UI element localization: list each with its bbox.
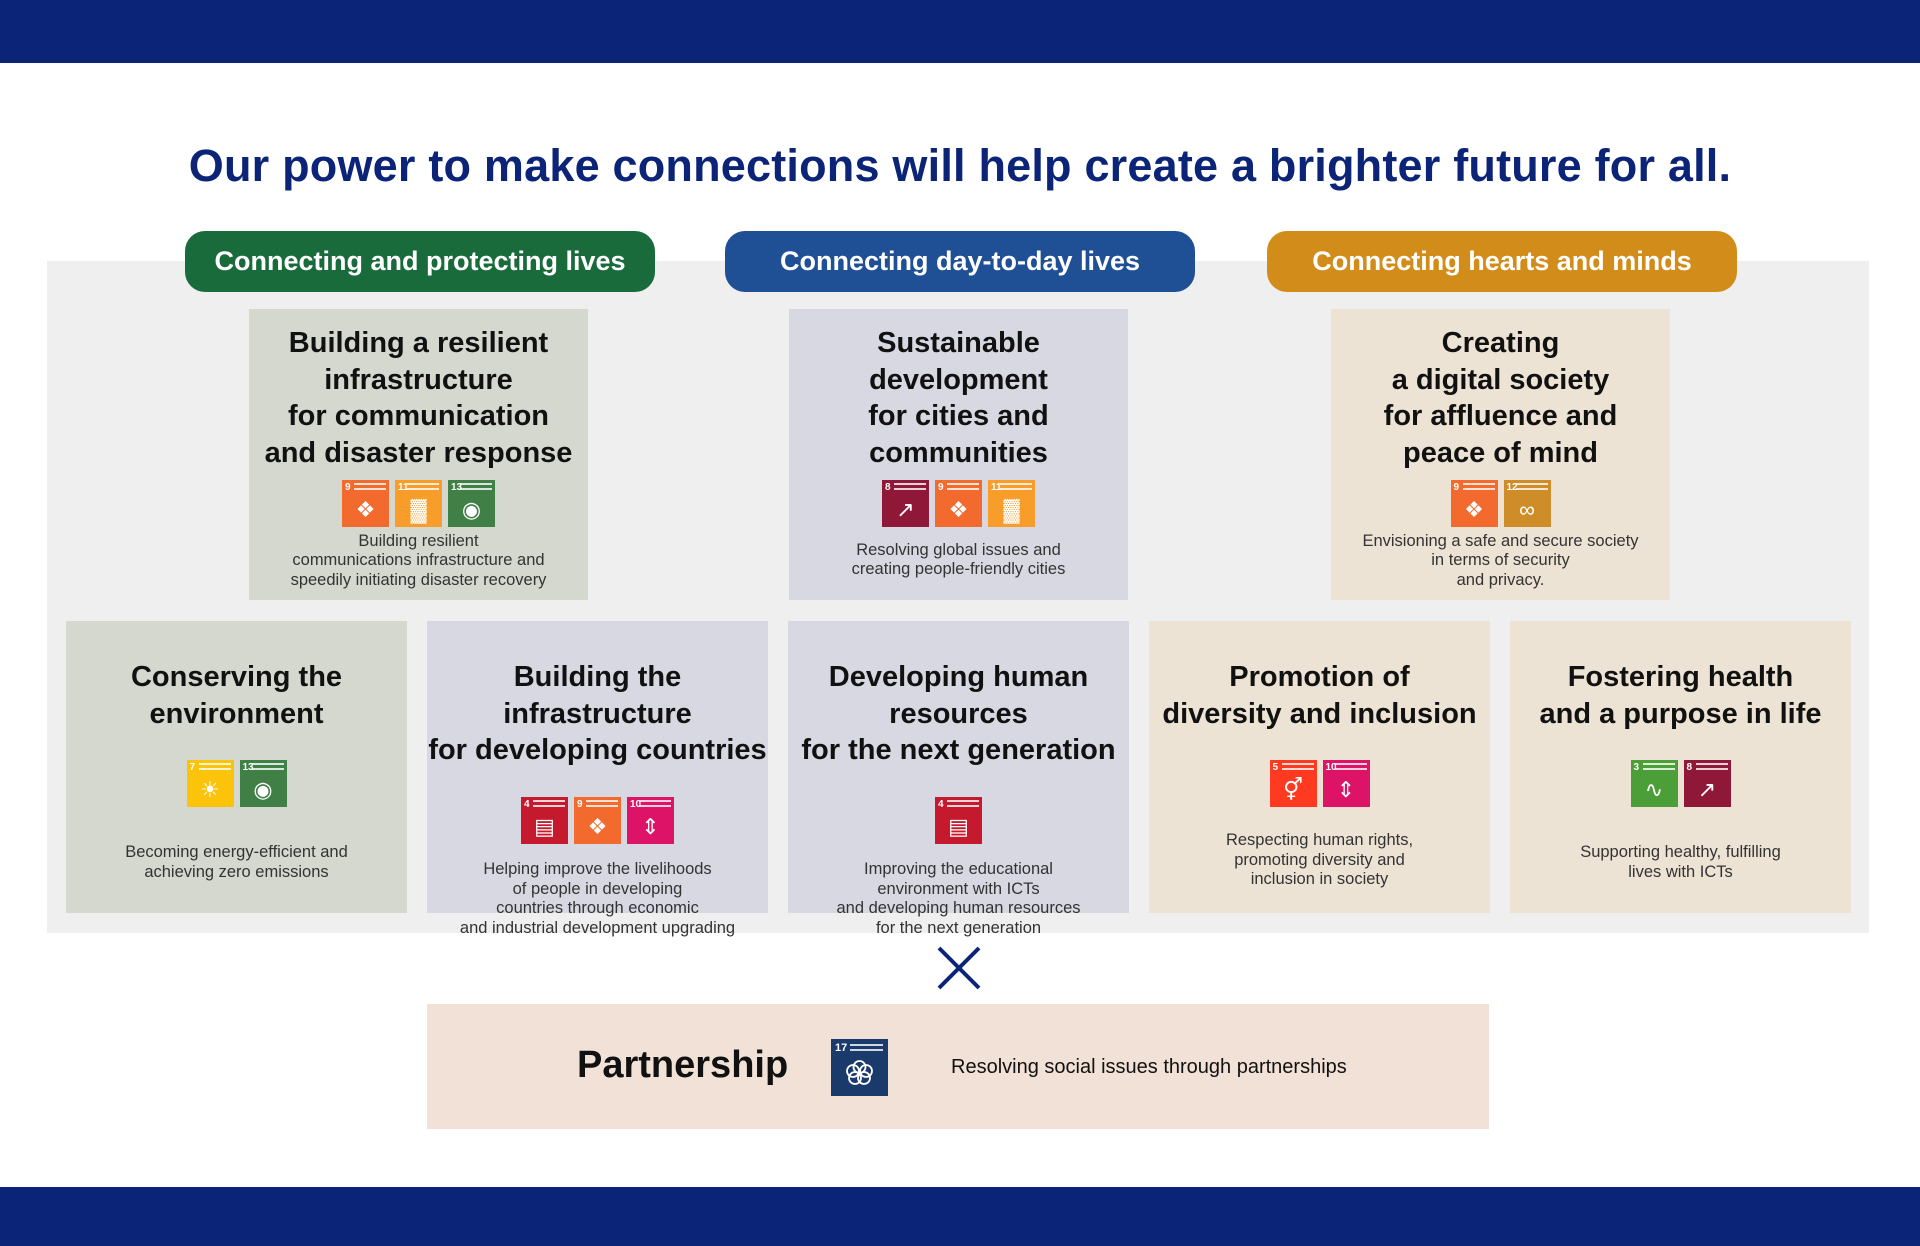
card-title-line: development — [869, 363, 1048, 396]
growth-chart-icon: ↗ — [896, 496, 915, 522]
card-title-line: Conserving the — [130, 661, 343, 693]
sdg-icons — [1510, 760, 1851, 807]
card-description — [1331, 532, 1670, 591]
sdg-number: 8 — [885, 481, 891, 493]
sdg-9-industry-cubes-icon — [1451, 480, 1498, 527]
sdg-number: 9 — [577, 799, 583, 811]
sdg-number: 8 — [1686, 762, 1693, 774]
sun-icon: ☀ — [200, 777, 220, 803]
card-title-line: Building a resilient — [288, 327, 549, 359]
industry-cubes-icon: ❖ — [355, 496, 376, 522]
card-title-line: diversity and inclusion — [1162, 697, 1477, 730]
sdg-number: 10 — [1325, 762, 1337, 774]
multiply-icon — [936, 945, 982, 991]
card-description — [249, 532, 588, 591]
sdg-number: 5 — [1272, 762, 1279, 774]
card-human-resources — [788, 621, 1129, 937]
card-title-line: and disaster response — [264, 437, 573, 470]
card-title — [427, 659, 768, 769]
card-title — [788, 659, 1129, 769]
sdg-13-climate-eye-icon — [448, 480, 495, 527]
sdg-9-industry-cubes-icon — [935, 480, 982, 527]
desc-line: achieving zero emissions — [144, 862, 329, 881]
card-description — [1510, 843, 1851, 882]
desc-line: Respecting human rights, — [1225, 831, 1414, 850]
sdg-number: 10 — [630, 799, 642, 811]
card-title-line: Sustainable — [877, 327, 1040, 359]
industry-cubes-icon: ❖ — [587, 814, 608, 840]
sdg-number: 13 — [242, 762, 254, 774]
equality-arrows-icon: ⇕ — [1336, 777, 1356, 803]
sdg-12-infinity-icon — [1504, 480, 1551, 527]
card-title-line: Fostering health — [1567, 661, 1794, 693]
sdg-7-sun-icon — [187, 760, 234, 807]
card-title-line: environment — [149, 697, 324, 730]
desc-line: environment with ICTs — [877, 879, 1040, 898]
card-description — [789, 541, 1128, 580]
sdg-4-book-icon — [935, 797, 982, 844]
desc-line: Improving the educational — [864, 860, 1053, 879]
card-title-line: and a purpose in life — [1539, 697, 1822, 730]
pillar-label: Connecting day-to-day lives — [779, 246, 1141, 276]
sdg-icons — [1149, 760, 1490, 807]
infinity-icon: ∞ — [1519, 496, 1535, 522]
partnership-rings-icon — [831, 1039, 888, 1096]
book-icon: ▤ — [534, 814, 555, 840]
sdg-number: 17 — [835, 1042, 848, 1054]
sdg-4-book-icon — [521, 797, 568, 844]
industry-cubes-icon: ❖ — [1464, 496, 1484, 522]
card-description — [1149, 831, 1490, 890]
sdg-number: 3 — [1633, 762, 1640, 774]
card-description — [788, 860, 1129, 938]
card-title-line: Building the infrastructure — [503, 661, 692, 730]
sdg-icons — [789, 480, 1128, 527]
sdg-9-industry-cubes-icon — [574, 797, 621, 844]
sdg-number: 9 — [1453, 481, 1460, 493]
sdg-3-heartbeat-icon — [1631, 760, 1678, 807]
desc-line: and industrial development upgrading — [459, 918, 736, 937]
card-diversity-inclusion — [1149, 621, 1490, 913]
sdg-9-industry-cubes-icon — [342, 480, 389, 527]
sdg-11-sustainable-city-icon — [988, 480, 1035, 527]
sdg-icons — [788, 797, 1129, 844]
sdg-number: 11 — [398, 481, 409, 493]
sdg-8-growth-chart-icon — [1684, 760, 1731, 807]
sdg-icons — [66, 760, 407, 807]
card-title — [1149, 659, 1490, 732]
sdg-number: 4 — [938, 799, 944, 811]
desc-line: inclusion in society — [1250, 870, 1389, 889]
industry-cubes-icon: ❖ — [948, 496, 969, 522]
sdg-number: 13 — [451, 481, 463, 493]
sdg-17-partnership-icon — [831, 1039, 888, 1096]
book-icon: ▤ — [948, 814, 969, 840]
pillar-hearts-and-minds — [1267, 231, 1737, 292]
pillar-label: Connecting hearts and minds — [1312, 246, 1692, 276]
card-title-line: for cities and — [868, 400, 1049, 433]
desc-line: of people in developing — [512, 879, 683, 898]
card-title-line: Promotion of — [1229, 661, 1410, 693]
card-title-line: for developing countries — [428, 734, 767, 767]
sdg-11-sustainable-city-icon — [395, 480, 442, 527]
desc-line: Helping improve the livelihoods — [483, 860, 712, 879]
desc-line: communications infrastructure and — [292, 551, 545, 570]
card-title-line: for communication — [287, 400, 549, 433]
sustainable-city-icon: ▓ — [410, 496, 427, 522]
desc-line: speedily initiating disaster recovery — [290, 570, 547, 589]
card-description — [66, 843, 407, 882]
bottom-band — [0, 1187, 1920, 1246]
card-digital-society — [1331, 309, 1670, 600]
sustainable-city-icon: ▓ — [1003, 496, 1020, 522]
desc-line: creating people-friendly cities — [851, 560, 1066, 579]
desc-line: for the next generation — [875, 918, 1042, 937]
desc-line: and developing human resources — [836, 899, 1081, 918]
sdg-number: 9 — [345, 481, 351, 493]
sdg-number: 11 — [991, 481, 1002, 493]
sdg-10-equality-arrows-icon — [627, 797, 674, 844]
card-title-line: Developing human resources — [828, 661, 1089, 730]
card-title — [1331, 325, 1670, 472]
gender-icon: ⚥ — [1283, 777, 1303, 803]
desc-line: Envisioning a safe and secure society — [1362, 531, 1639, 550]
card-description — [427, 860, 768, 938]
card-title-line: for the next generation — [801, 734, 1116, 767]
desc-line: in terms of security — [1431, 551, 1570, 570]
partnership-description: Resolving social issues through partnerships — [951, 1056, 1347, 1078]
card-title-line: communities — [869, 437, 1048, 470]
card-resilient-infrastructure — [249, 309, 588, 600]
page-headline: Our power to make connections will help create a brighter future for all. — [188, 140, 1732, 191]
climate-eye-icon: ◉ — [253, 777, 273, 803]
sdg-icons — [1331, 480, 1670, 527]
sdg-number: 12 — [1506, 481, 1518, 493]
card-title-line: for affluence and — [1383, 400, 1618, 433]
card-title — [249, 325, 588, 472]
sdg-10-equality-arrows-icon — [1323, 760, 1370, 807]
card-title — [1510, 659, 1851, 732]
card-title — [789, 325, 1128, 472]
partnership-title: Partnership — [577, 1044, 789, 1086]
pillar-protecting-lives — [185, 231, 655, 292]
desc-line: and privacy. — [1456, 570, 1545, 589]
card-health-purpose — [1510, 621, 1851, 913]
desc-line: Supporting healthy, fulfilling — [1580, 843, 1781, 862]
card-title-line: a digital society — [1391, 363, 1610, 396]
sdg-13-climate-eye-icon — [240, 760, 287, 807]
growth-chart-icon: ↗ — [1697, 777, 1717, 803]
card-title-line: peace of mind — [1403, 437, 1598, 470]
climate-eye-icon: ◉ — [461, 496, 482, 522]
pillar-day-to-day-lives — [725, 231, 1195, 292]
card-title-line: infrastructure — [324, 363, 513, 396]
card-conserving-environment — [66, 621, 407, 913]
sdg-icons — [249, 480, 588, 527]
sdg-icons — [427, 797, 768, 844]
partnership-box — [427, 1004, 1489, 1129]
desc-line: promoting diversity and — [1234, 850, 1405, 869]
card-title — [66, 659, 407, 732]
desc-line: lives with ICTs — [1628, 862, 1733, 881]
card-sustainable-cities — [789, 309, 1128, 600]
sdg-number: 7 — [189, 762, 196, 774]
sdg-number: 4 — [524, 799, 530, 811]
sdg-number: 9 — [938, 481, 944, 493]
desc-line: Resolving global issues and — [856, 540, 1061, 559]
desc-line: countries through economic — [496, 899, 699, 918]
desc-line: Becoming energy-efficient and — [125, 843, 348, 862]
card-title-line: Creating — [1441, 327, 1560, 359]
pillar-label: Connecting and protecting lives — [214, 246, 626, 276]
sdg-8-growth-chart-icon — [882, 480, 929, 527]
equality-arrows-icon: ⇕ — [641, 814, 660, 840]
top-band — [0, 0, 1920, 63]
desc-line: Building resilient — [358, 531, 479, 550]
card-developing-countries — [427, 621, 768, 937]
heartbeat-icon: ∿ — [1644, 777, 1664, 803]
sdg-5-gender-icon — [1270, 760, 1317, 807]
